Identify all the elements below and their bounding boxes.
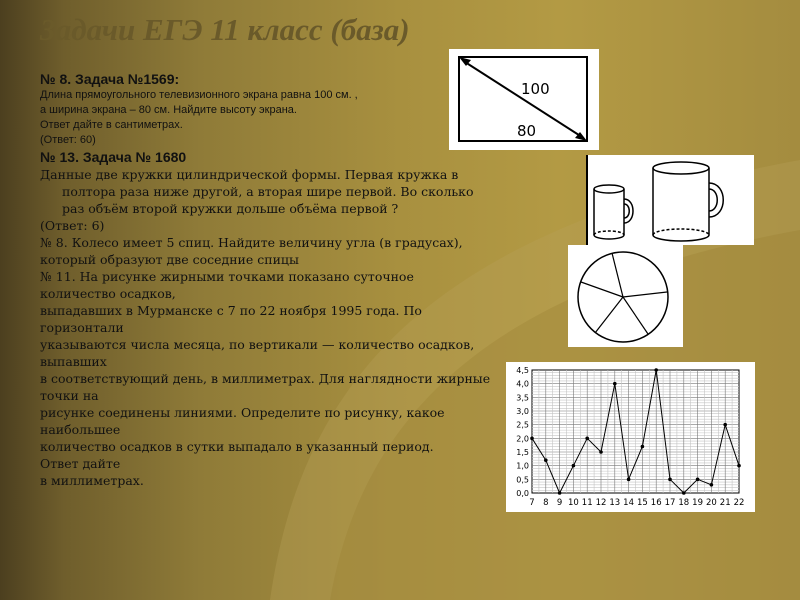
x-tick-label: 21 bbox=[719, 498, 731, 508]
text-line: который образуют две соседние спицы bbox=[40, 252, 299, 267]
x-tick-label: 15 bbox=[636, 498, 648, 508]
tv-screen-figure bbox=[449, 49, 599, 150]
data-point bbox=[599, 450, 603, 454]
width-label: 80 bbox=[517, 122, 537, 140]
text-line: Длина прямоугольного телевизионного экрана равна 100 см. , bbox=[40, 89, 358, 101]
text-line: № 8. Колесо имеет 5 спиц. Найдите величину угла (в градусах), bbox=[40, 235, 463, 250]
data-point bbox=[737, 464, 741, 468]
x-tick-label: 10 bbox=[567, 498, 579, 508]
text-line: раз объём второй кружки дольше объёма первой ? bbox=[62, 201, 399, 216]
x-tick-label: 9 bbox=[556, 498, 563, 508]
x-tick-label: 14 bbox=[623, 498, 635, 508]
data-point bbox=[682, 491, 686, 495]
text-line: горизонтали bbox=[40, 320, 124, 335]
data-point bbox=[558, 491, 562, 495]
text-line: Ответ дайте bbox=[40, 456, 121, 471]
text-line: а ширина экрана – 80 см. Найдите высоту экрана. bbox=[40, 104, 297, 116]
text-line: Ответ дайте в сантиметрах. bbox=[40, 119, 183, 131]
y-tick-label: 2,0 bbox=[516, 434, 529, 444]
y-tick-label: 3,0 bbox=[516, 407, 529, 416]
answer-line: (Ответ: 60) bbox=[40, 134, 96, 146]
text-line: выпадавших в Мурманске с 7 по 22 ноября 1995 года. По bbox=[40, 303, 422, 318]
x-tick-label: 22 bbox=[733, 498, 745, 508]
x-tick-label: 7 bbox=[529, 498, 535, 508]
data-point bbox=[723, 423, 727, 427]
x-tick-label: 8 bbox=[543, 498, 549, 508]
data-point bbox=[641, 445, 645, 449]
data-point bbox=[572, 464, 576, 468]
y-tick-label: 1,0 bbox=[516, 461, 529, 471]
x-tick-label: 20 bbox=[705, 498, 717, 508]
text-line: в миллиметрах. bbox=[40, 473, 144, 488]
data-point bbox=[585, 437, 589, 441]
data-point bbox=[544, 458, 548, 462]
text-line: количество осадков в сутки выпадало в указанный период. bbox=[40, 439, 434, 454]
task-1680-heading: № 13. Задача № 1680 bbox=[40, 149, 187, 165]
rainfall-chart-svg bbox=[506, 362, 755, 512]
data-point bbox=[710, 483, 714, 487]
x-tick-label: 16 bbox=[650, 498, 662, 508]
text-line: рисунке соединены линиями. Определите по рисунку, какое bbox=[40, 405, 445, 420]
text-line: наибольшее bbox=[40, 422, 121, 437]
x-tick-label: 18 bbox=[678, 498, 690, 508]
large-mug bbox=[653, 162, 723, 241]
y-tick-label: 0,0 bbox=[516, 489, 529, 498]
text-line: в соответствующий день, в миллиметрах. Для наглядности жирные bbox=[40, 371, 491, 386]
text-line: Данные две кружки цилиндрической формы. Первая кружка в bbox=[40, 167, 459, 182]
data-point bbox=[696, 478, 700, 482]
y-tick-label: 4,5 bbox=[516, 366, 529, 375]
data-point bbox=[654, 368, 658, 372]
x-tick-label: 17 bbox=[664, 498, 676, 508]
data-point bbox=[613, 382, 617, 386]
text-line: полтора раза ниже другой, а вторая шире первой. Во сколько bbox=[62, 184, 474, 199]
data-point bbox=[668, 478, 672, 482]
task-1569-heading: № 8. Задача №1569: bbox=[40, 71, 180, 87]
x-tick-label: 13 bbox=[609, 498, 621, 508]
y-tick-label: 2,5 bbox=[516, 420, 529, 430]
mugs-figure bbox=[586, 155, 754, 245]
y-tick-label: 3,5 bbox=[516, 393, 529, 403]
slide-title: Задачи ЕГЭ 11 класс (база) bbox=[40, 12, 410, 47]
x-tick-label: 12 bbox=[595, 498, 607, 508]
y-tick-label: 0,5 bbox=[516, 475, 529, 485]
data-point bbox=[530, 437, 534, 441]
rainfall-chart bbox=[506, 362, 755, 512]
text-line: № 11. На рисунке жирными точками показано суточное bbox=[40, 269, 414, 284]
small-mug bbox=[594, 185, 633, 239]
y-tick-label: 4,0 bbox=[516, 379, 529, 389]
x-tick-label: 19 bbox=[692, 498, 704, 508]
wheel-figure bbox=[568, 245, 683, 347]
y-tick-label: 1,5 bbox=[516, 448, 529, 457]
x-tick-label: 11 bbox=[581, 498, 593, 508]
data-point bbox=[627, 478, 631, 482]
text-line: выпавших bbox=[40, 354, 107, 369]
text-line: указываются числа месяца, по вертикали — количество осадков, bbox=[40, 337, 475, 352]
diagonal-label: 100 bbox=[521, 80, 550, 98]
text-line: точки на bbox=[40, 388, 99, 403]
answer-line: (Ответ: 6) bbox=[40, 218, 105, 233]
text-line: количество осадков, bbox=[40, 286, 176, 301]
